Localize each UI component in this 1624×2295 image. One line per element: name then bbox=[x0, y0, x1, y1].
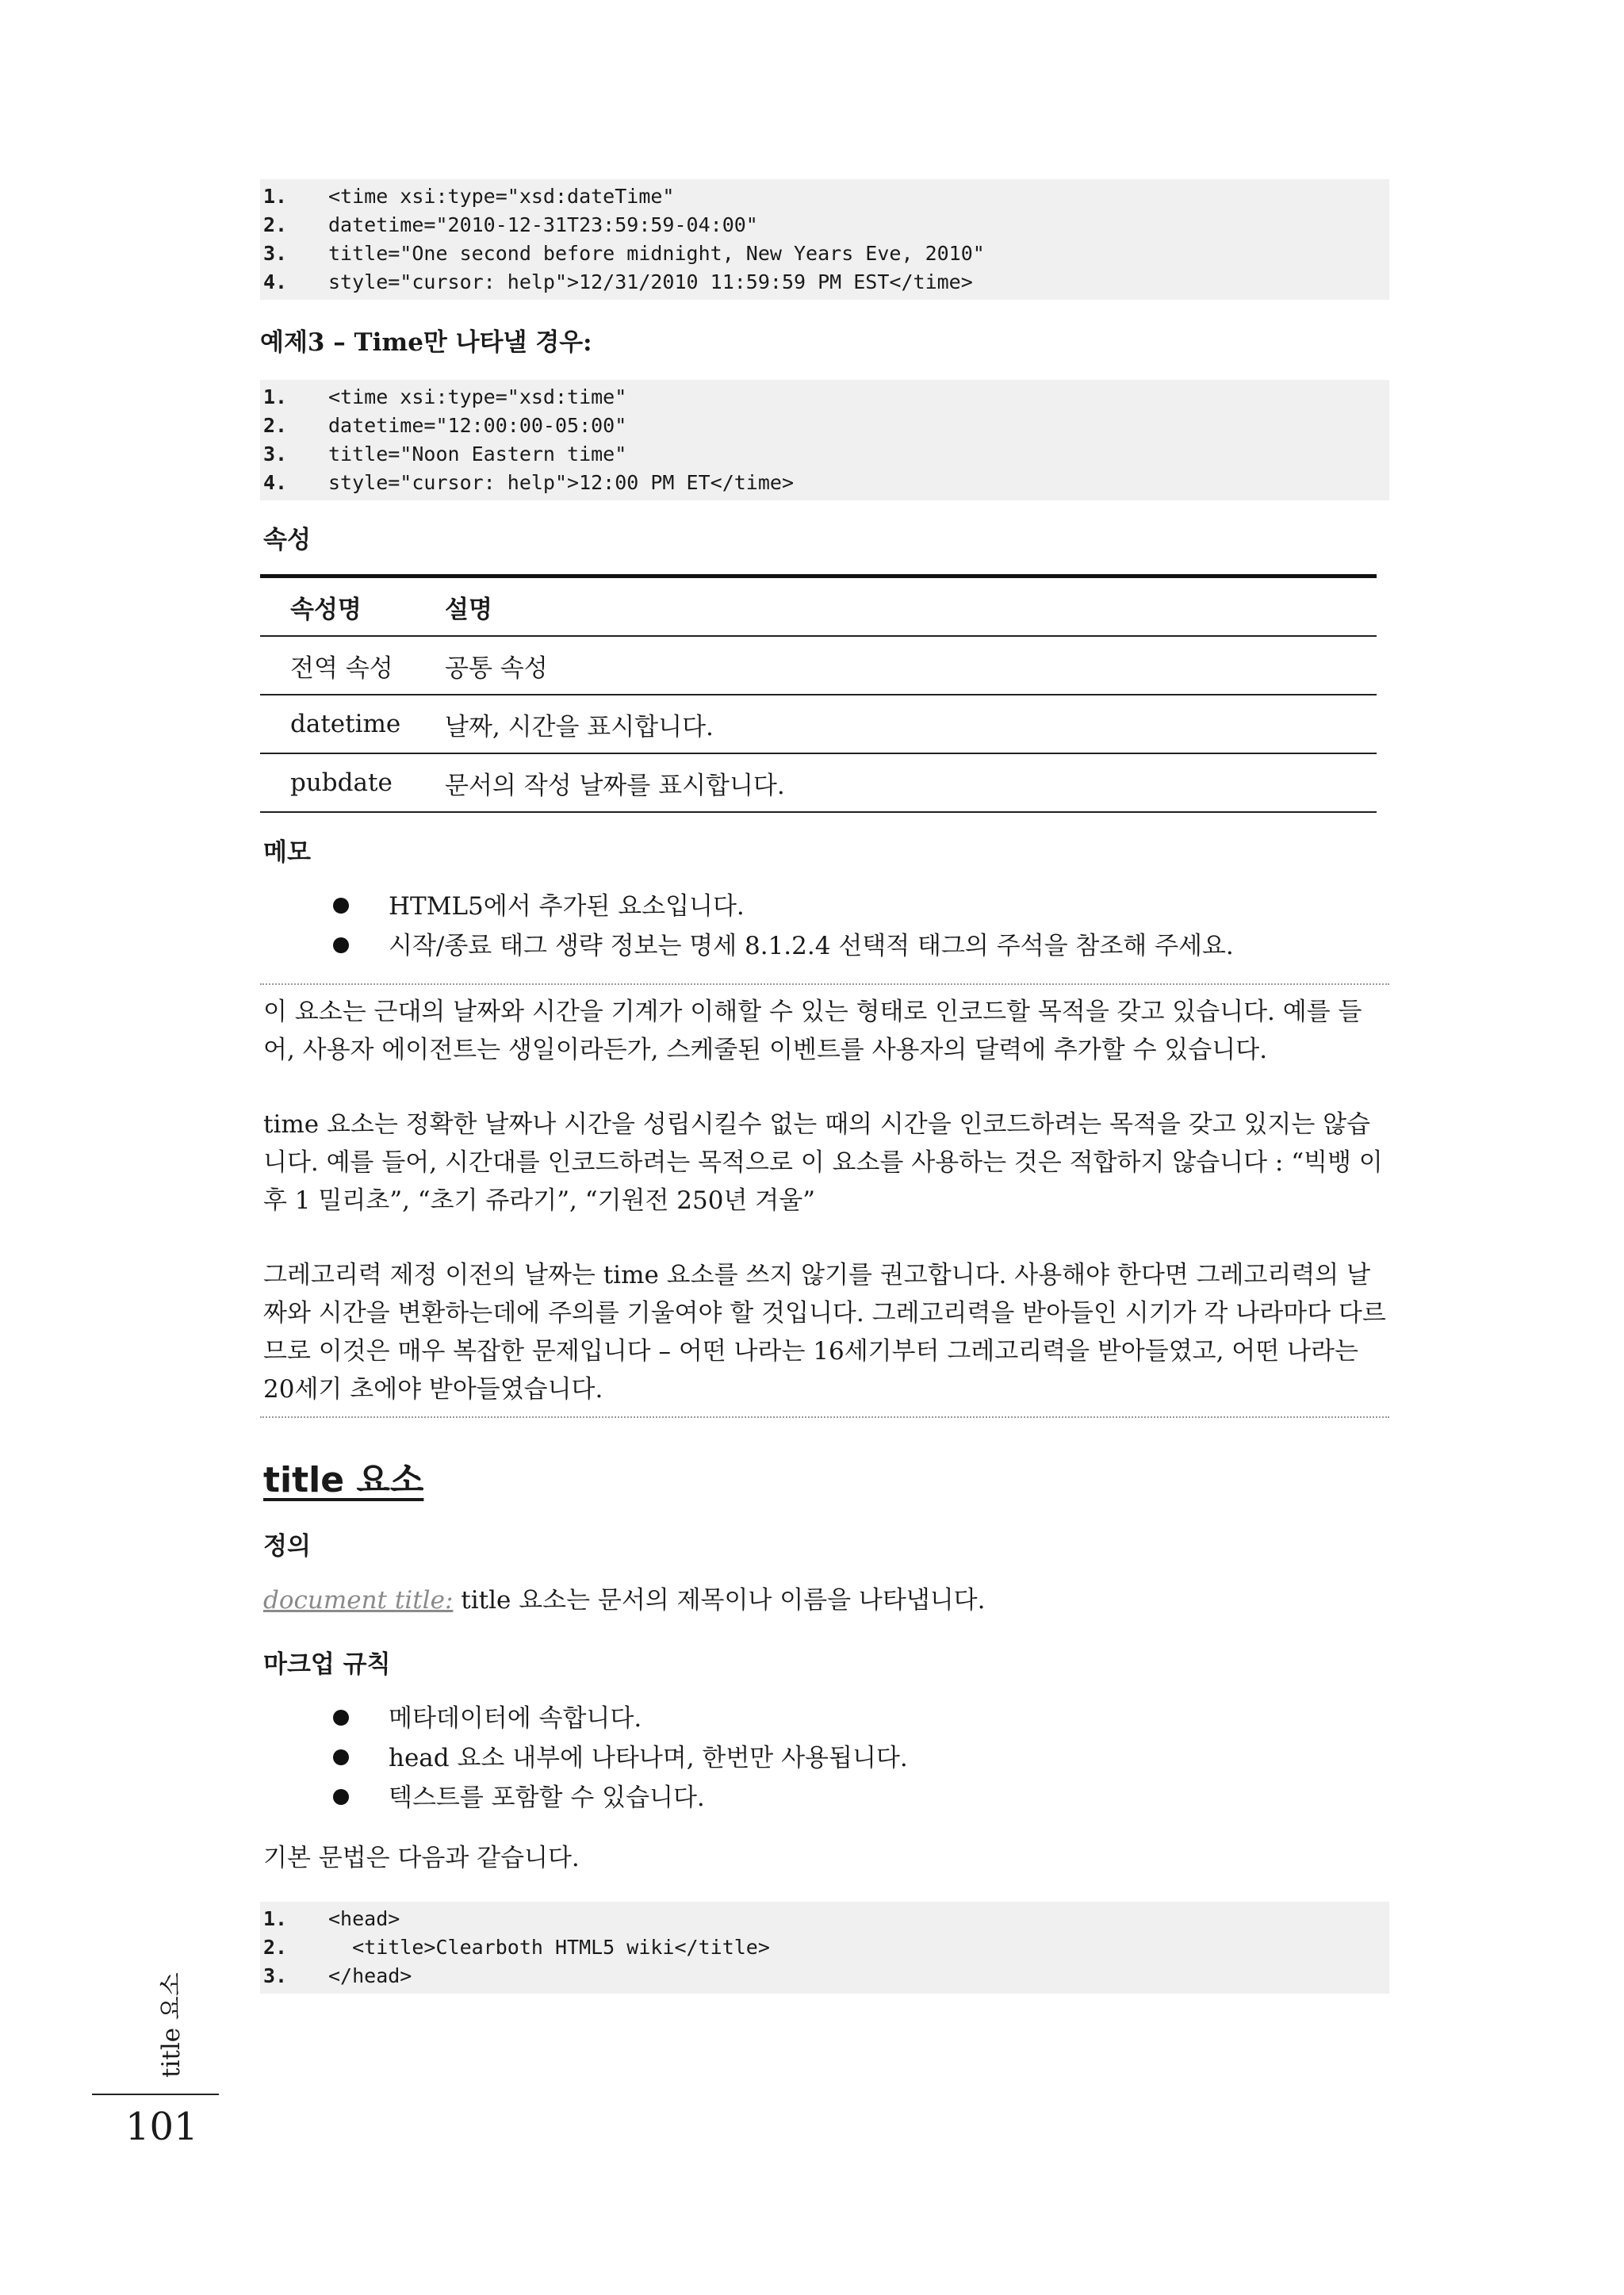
note-paragraph: 이 요소는 근대의 날짜와 시간을 기계가 이해할 수 있는 형태로 인코드할 목적을 갖고 있습니다. 예를 들어, 사용자 에이전트는 생일이라든가, 스케줄된 이벤트를 사용자의 달력에 추가할 수 있습니다. bbox=[263, 998, 1362, 1064]
line-number: 3. bbox=[263, 1964, 288, 1987]
code-line bbox=[260, 182, 1389, 211]
page-number: 101 bbox=[125, 2105, 198, 2149]
code-line bbox=[260, 239, 1389, 268]
bullet-icon bbox=[333, 1710, 349, 1726]
code-line bbox=[260, 412, 1389, 440]
note-paragraph: time 요소는 정확한 날짜나 시간을 성립시킬수 없는 때의 시간을 인코드하려는 목적을 갖고 있지는 않습니다. 예를 들어, 시간대를 인코드하려는 목적으로 이 요소를 사용하는 것은 적합하지 않습니다 : “빅뱅 이후 1 밀리초”, “초기 쥬라기”, “기원전 250년 겨울” bbox=[263, 1110, 1383, 1215]
code-text: style="cursor: help">12:00 PM ET</time> bbox=[328, 471, 794, 494]
bullet-icon bbox=[333, 937, 349, 953]
attr-name: pubdate bbox=[290, 768, 393, 797]
definition-heading: 정의 bbox=[263, 1532, 311, 1561]
definition-text: title 요소는 문서의 제목이나 이름을 나타냅니다. bbox=[453, 1586, 986, 1615]
code-line bbox=[260, 1933, 1389, 1962]
attributes-table bbox=[260, 574, 1377, 813]
page-content bbox=[260, 179, 1389, 1994]
line-number: 1. bbox=[263, 185, 288, 208]
code-text: <head> bbox=[328, 1907, 400, 1930]
table-row bbox=[260, 695, 1377, 753]
code-block-example3 bbox=[260, 380, 1389, 500]
code-line bbox=[260, 440, 1389, 469]
side-chapter-label: title 요소 bbox=[157, 1972, 186, 2078]
code-text: datetime="12:00:00-05:00" bbox=[328, 414, 627, 437]
line-number: 2. bbox=[263, 414, 288, 437]
code-line bbox=[260, 1905, 1389, 1933]
attr-name: 전역 속성 bbox=[290, 653, 393, 683]
code-block-title bbox=[260, 1902, 1389, 1994]
attr-desc: 날짜, 시간을 표시합니다. bbox=[445, 712, 714, 741]
section-title: title 요소 bbox=[263, 1460, 424, 1500]
line-number: 1. bbox=[263, 1907, 288, 1930]
code-text: datetime="2010-12-31T23:59:59-04:00" bbox=[328, 213, 758, 236]
code-text: style="cursor: help">12/31/2010 11:59:59 PM EST</time> bbox=[328, 270, 973, 293]
code-text: title="Noon Eastern time" bbox=[328, 443, 627, 466]
code-line bbox=[260, 469, 1389, 497]
list-item bbox=[260, 926, 1389, 966]
definition-term-link[interactable]: document title: bbox=[263, 1586, 454, 1615]
attr-desc: 공통 속성 bbox=[445, 653, 548, 683]
notes-box bbox=[260, 983, 1389, 1418]
list-item bbox=[260, 1738, 1389, 1778]
list-item-text: 메타데이터에 속합니다. bbox=[389, 1704, 642, 1733]
definition-paragraph bbox=[263, 1580, 1389, 1620]
code-block-example2 bbox=[260, 179, 1389, 300]
list-item bbox=[260, 1699, 1389, 1738]
list-item-text: head 요소 내부에 나타나며, 한번만 사용됩니다. bbox=[389, 1744, 908, 1772]
code-line bbox=[260, 383, 1389, 412]
list-item bbox=[260, 1778, 1389, 1818]
column-header-desc: 설명 bbox=[445, 595, 492, 624]
attr-name: datetime bbox=[290, 710, 401, 738]
bullet-icon bbox=[333, 898, 349, 914]
line-number: 1. bbox=[263, 385, 288, 408]
line-number: 2. bbox=[263, 1936, 288, 1959]
markup-rules-list bbox=[260, 1699, 1389, 1818]
attr-desc: 문서의 작성 날짜를 표시합니다. bbox=[445, 771, 785, 800]
column-header-name: 속성명 bbox=[290, 595, 362, 624]
code-line bbox=[260, 268, 1389, 297]
attributes-heading: 속성 bbox=[263, 526, 311, 554]
list-item bbox=[260, 887, 1389, 926]
markup-rules-heading: 마크업 규칙 bbox=[263, 1650, 391, 1679]
table-row bbox=[260, 753, 1377, 812]
list-item-text: 시작/종료 태그 생략 정보는 명세 8.1.2.4 선택적 태그의 주석을 참조해 주세요. bbox=[389, 932, 1234, 960]
memo-heading: 메모 bbox=[263, 838, 311, 867]
code-line bbox=[260, 211, 1389, 239]
line-number: 2. bbox=[263, 213, 288, 236]
bullet-icon bbox=[333, 1789, 349, 1805]
list-item-text: HTML5에서 추가된 요소입니다. bbox=[389, 892, 745, 921]
code-line bbox=[260, 1962, 1389, 1990]
code-text: </head> bbox=[328, 1964, 412, 1987]
line-number: 4. bbox=[263, 270, 288, 293]
note-paragraph: 그레고리력 제정 이전의 날짜는 time 요소를 쓰지 않기를 권고합니다. 사용해야 한다면 그레고리력의 날짜와 시간을 변환하는데에 주의를 기울여야 할 것입니다. 그레고리력을 받아들인 시기가 각 나라마다 다르므로 이것은 매우 복잡한 문제입니다 – 어떤 나라는 16세기부터 그레고리력을 받아들였고, 어떤 나라는 20세기 초에야 받아들였습니다. bbox=[263, 1261, 1386, 1404]
list-item-text: 텍스트를 포함할 수 있습니다. bbox=[389, 1784, 705, 1812]
line-number: 3. bbox=[263, 443, 288, 466]
line-number: 4. bbox=[263, 471, 288, 494]
code-text: <title>Clearboth HTML5 wiki</title> bbox=[328, 1936, 770, 1959]
table-header-row bbox=[260, 577, 1377, 637]
code-text: title="One second before midnight, New Years Eve, 2010" bbox=[328, 242, 985, 265]
bullet-icon bbox=[333, 1749, 349, 1765]
code-text: <time xsi:type="xsd:dateTime" bbox=[328, 185, 675, 208]
example3-heading: 예제3 – Time만 나타낼 경우: bbox=[260, 328, 592, 357]
code-text: <time xsi:type="xsd:time" bbox=[328, 385, 627, 408]
syntax-paragraph: 기본 문법은 다음과 같습니다. bbox=[263, 1844, 580, 1872]
line-number: 3. bbox=[263, 242, 288, 265]
table-row bbox=[260, 636, 1377, 695]
memo-list bbox=[260, 887, 1389, 966]
